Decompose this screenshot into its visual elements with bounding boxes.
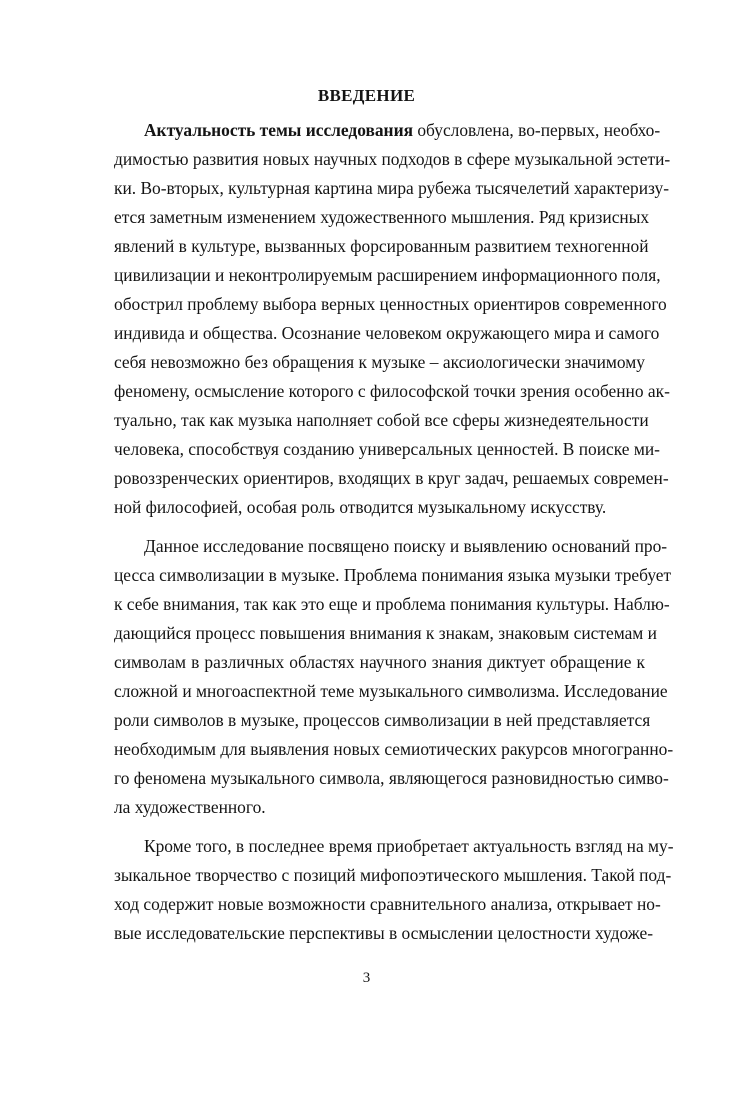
paragraph-2-line-3: к себе внимания, так как это еще и проблема понимания культуры. Наблю- <box>114 594 670 614</box>
paragraph-2-line-10: ла художественного. <box>114 797 266 817</box>
paragraph-3-line-3: ход содержит новые возможности сравнительного анализа, открывает но- <box>114 894 661 914</box>
paragraph-1-line-13: ровоззренческих ориентиров, входящих в круг задач, решаемых современ- <box>114 468 669 488</box>
paragraph-3-line-1: Кроме того, в последнее время приобретает актуальность взгляд на му- <box>144 836 674 856</box>
paragraph-1-line-14: ной философией, особая роль отводится музыкальному искусству. <box>114 497 607 517</box>
paragraph-2-line-6: сложной и многоаспектной теме музыкального символизма. Исследование <box>114 681 668 701</box>
paragraph-1-line-8: индивида и общества. Осознание человеком окружающего мира и самого <box>114 323 660 343</box>
paragraph-3-line-4: вые исследовательские перспективы в осмыслении целостности художе- <box>114 923 654 943</box>
paragraph-1-line-4: ется заметным изменением художественного мышления. Ряд кризисных <box>114 207 650 227</box>
paragraph-1-line-12: человека, способствуя созданию универсальных ценностей. В поиске ми- <box>114 439 660 459</box>
paragraph-2-line-5: символам в различных областях научного знания диктует обращение к <box>114 652 645 672</box>
paragraph-2-line-7: роли символов в музыке, процессов символизации в ней представляется <box>114 710 651 730</box>
paragraph-2-line-2: цесса символизации в музыке. Проблема понимания языка музыки требует <box>114 565 672 585</box>
paragraph-1-line-1 <box>144 116 661 145</box>
paragraph-2-line-8: необходимым для выявления новых семиотических ракурсов многогранно- <box>114 739 674 759</box>
paragraph-1-line-11: туально, так как музыка наполняет собой все сферы жизнедеятельности <box>114 410 649 430</box>
paragraph-2-line-1: Данное исследование посвящено поиску и выявлению оснований про- <box>144 536 668 556</box>
paragraph-1-line-5: явлений в культуре, вызванных форсированным развитием техногенной <box>114 236 649 256</box>
paragraph-1-line-1-text: обусловлена, во-первых, необхо- <box>413 120 661 140</box>
paragraph-2-line-9: го феномена музыкального символа, являющегося разновидностью симво- <box>114 768 669 788</box>
paragraph-1-line-3: ки. Во-вторых, культурная картина мира рубежа тысячелетий характеризу- <box>114 178 669 198</box>
paragraph-1-line-6: цивилизации и неконтролируемым расширением информационного поля, <box>114 265 661 285</box>
paragraph-1-line-10: феномену, осмысление которого с философской точки зрения особенно ак- <box>114 381 670 401</box>
paragraph-1-line-9: себя невозможно без обращения к музыке – аксиологически значимому <box>114 352 645 372</box>
paragraph-1-line-7: обострил проблему выбора верных ценностных ориентиров современного <box>114 294 667 314</box>
lead-bold-phrase: Актуальность темы исследования <box>144 120 414 140</box>
section-heading: ВВЕДЕНИЕ <box>317 86 416 105</box>
paragraph-2-line-4: дающийся процесс повышения внимания к знакам, знаковым системам и <box>114 623 657 643</box>
paragraph-1-line-2: димостью развития новых научных подходов в сфере музыкальной эстети- <box>114 149 671 169</box>
page-number: 3 <box>362 970 371 986</box>
paragraph-3-line-2: зыкальное творчество с позиций мифопоэтического мышления. Такой под- <box>114 865 672 885</box>
